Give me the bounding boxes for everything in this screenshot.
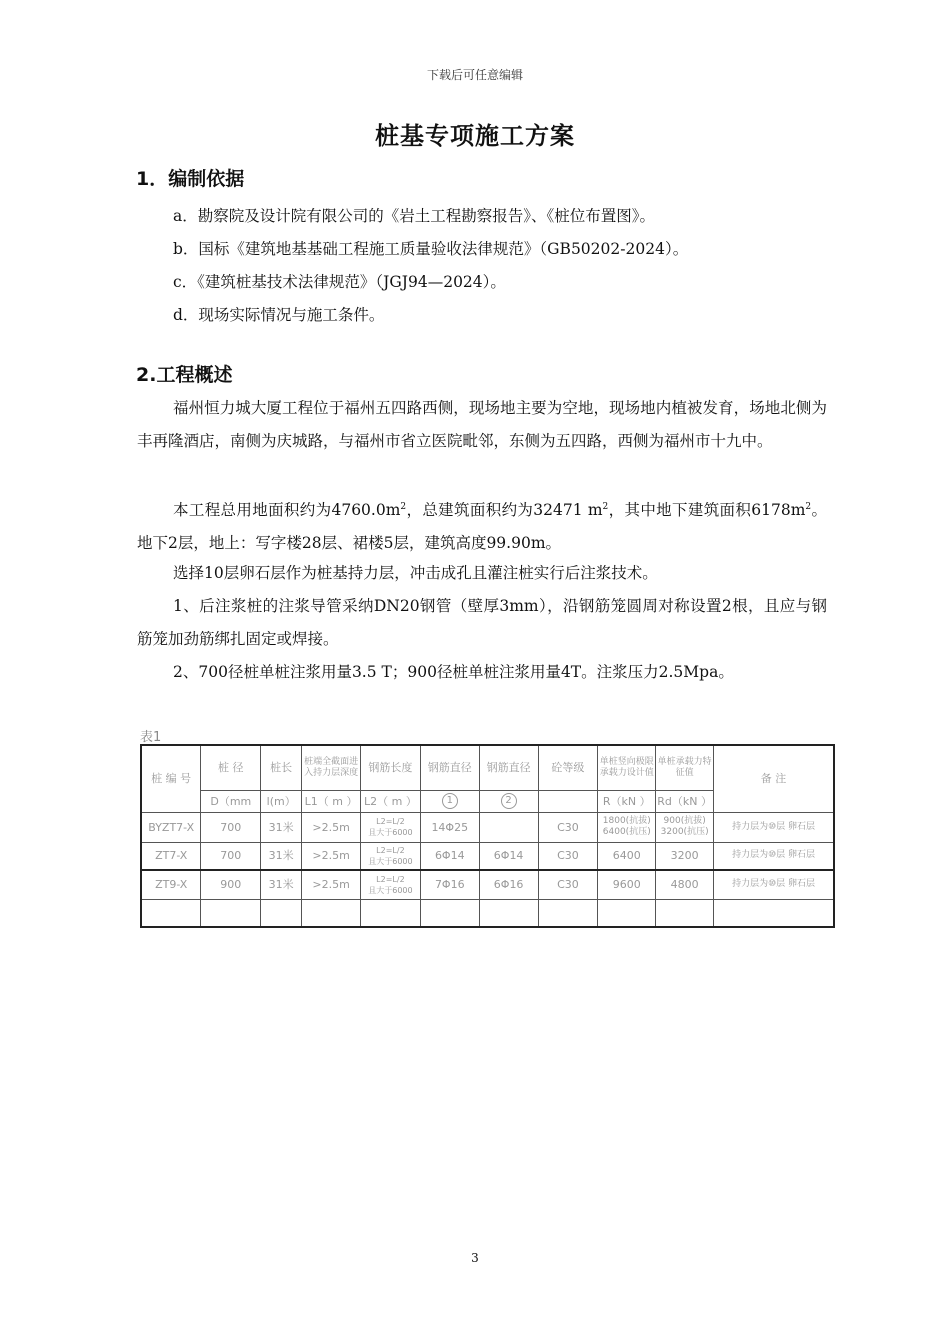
cell-concrete: C30 (538, 870, 598, 899)
header-diameter: 桩 径 (201, 745, 261, 790)
cell-remark: 持力层为⑩层 卵石层 (714, 842, 834, 870)
table-row-empty (141, 899, 834, 927)
cell-diameter: 700 (201, 812, 261, 842)
cell-ultimate: 9600 (598, 870, 656, 899)
cell-diameter: 700 (201, 842, 261, 870)
cell-pile-id: ZT7-X (141, 842, 201, 870)
cell-pile-id: BYZT7-X (141, 812, 201, 842)
pile-table (140, 744, 835, 928)
page-number: 3 (471, 1251, 479, 1265)
rebar-length-formula: L2=L/2 (376, 817, 405, 826)
unit-rebar-1 (420, 790, 479, 812)
overview-paragraph-1: 福州恒力城大厦工程位于福州五四路西侧，现场地主要为空地，现场地内植被发育，场地北侧为丰再隆酒店，南侧为庆城路，与福州市省立医院毗邻，东侧为五四路，西侧为福州市十九中。 (137, 399, 827, 450)
section2-heading: 2.工程概述 (136, 364, 233, 386)
cell-rebar-1: 6Φ14 (420, 842, 479, 870)
page-header: 下载后可任意编辑 (426, 68, 523, 82)
ultimate-uplift: 1800(抗拔) (602, 816, 651, 826)
cell-char (656, 812, 714, 842)
cell-rebar-2: 6Φ16 (479, 870, 538, 899)
char-compression: 3200(抗压) (660, 827, 709, 837)
unit-rebar-2 (479, 790, 538, 812)
header-embed-depth: 桩端全截面进入持力层深度 (302, 745, 361, 790)
header-rebar-length: 钢筋长度 (361, 745, 421, 790)
overview-paragraph-5: 2、700径桩单桩注浆用量3.5 T；900径桩单桩注浆用量4T。注浆压力2.5Mpa。 (173, 663, 734, 681)
cell-char: 3200 (656, 842, 714, 870)
basis-item-d: d．现场实际情况与施工条件。 (173, 306, 385, 324)
empty-cell (538, 899, 598, 927)
cell-rebar-2 (479, 812, 538, 842)
circled-number: 1 (442, 793, 458, 809)
unit-length: l(m） (261, 790, 302, 812)
header-rebar-dia-2: 钢筋直径 (479, 745, 538, 790)
rebar-length-formula: L2=L/2 (376, 874, 405, 884)
cell-length: 31米 (261, 842, 302, 870)
cell-concrete: C30 (538, 812, 598, 842)
cell-rebar-2: 6Φ14 (479, 842, 538, 870)
cell-remark: 持力层为⑩层 卵石层 (714, 812, 834, 842)
rebar-length-formula: L2=L/2 (376, 845, 405, 855)
empty-cell (598, 899, 656, 927)
table-row (141, 812, 834, 842)
empty-cell (361, 899, 421, 927)
basis-item-b: b．国标《建筑地基基础工程施工质量验收法律规范》（GB50202-2024）。 (173, 240, 689, 258)
cell-length: 31米 (261, 870, 302, 899)
rebar-length-note: 且大于6000 (368, 828, 413, 837)
unit-ultimate: R（kN ） (598, 790, 656, 812)
cell-remark: 持力层为⑩层 卵石层 (714, 870, 834, 899)
ultimate-compression: 6400(抗压) (602, 827, 651, 837)
unit-rebar-length: L2（ m ） (361, 790, 421, 812)
header-remark: 备 注 (714, 745, 834, 812)
table-header-row (141, 745, 834, 790)
unit-diameter: D（mm (201, 790, 261, 812)
overview-paragraph-4: 1、后注浆桩的注浆导管采纳DN20钢管（壁厚3mm），沿钢筋笼圆周对称设置2根，且应与钢筋笼加劲筋绑扎固定或焊接。 (137, 597, 827, 648)
cell-char: 4800 (656, 870, 714, 899)
unit-concrete (538, 790, 598, 812)
empty-cell (420, 899, 479, 927)
cell-length: 31米 (261, 812, 302, 842)
table-row (141, 842, 834, 870)
cell-embed: >2.5m (302, 870, 361, 899)
header-char-capacity: 单桩承载力特征值 (656, 745, 714, 790)
cell-embed: >2.5m (302, 812, 361, 842)
basis-item-a: a．勘察院及设计院有限公司的《岩土工程勘察报告》、《桩位布置图》。 (173, 207, 655, 225)
empty-cell (261, 899, 302, 927)
cell-rebar-length (361, 842, 421, 870)
cell-concrete: C30 (538, 842, 598, 870)
header-concrete: 砼等级 (538, 745, 598, 790)
document-title: 桩基专项施工方案 (375, 122, 575, 150)
empty-cell (201, 899, 261, 927)
cell-rebar-length (361, 870, 421, 899)
unit-embed: L1（ m ） (302, 790, 361, 812)
cell-embed: >2.5m (302, 842, 361, 870)
circled-number: 2 (501, 793, 517, 809)
table-row (141, 870, 834, 899)
cell-ultimate: 6400 (598, 842, 656, 870)
cell-rebar-length (361, 812, 421, 842)
rebar-length-note: 且大于6000 (368, 885, 413, 895)
table-caption: 表1 (140, 730, 162, 745)
header-length: 桩长 (261, 745, 302, 790)
cell-diameter: 900 (201, 870, 261, 899)
overview-paragraph-2: 本工程总用地面积约为$4760.0m^2$，总建筑面积约为32471 $m^2$，其中地下建筑面积$6178m^2$。地下2层，地上：写字楼28层、裙楼5层，建筑高度99.90m。 (137, 501, 827, 553)
header-pile-no: 桩 编 号 (141, 745, 201, 812)
unit-char: Rd（kN ） (656, 790, 714, 812)
cell-rebar-1: 7Φ16 (420, 870, 479, 899)
empty-cell (714, 899, 834, 927)
char-uplift: 900(抗拔) (663, 816, 706, 826)
header-ultimate-capacity: 单桩竖向极限承载力设计值 (598, 745, 656, 790)
basis-item-c: c．《建筑桩基技术法律规范》（JGJ94—2024）。 (173, 273, 506, 291)
empty-cell (302, 899, 361, 927)
empty-cell (141, 899, 201, 927)
empty-cell (656, 899, 714, 927)
header-rebar-dia-1: 钢筋直径 (420, 745, 479, 790)
overview-paragraph-3: 选择10层卵石层作为桩基持力层，冲击成孔且灌注桩实行后注浆技术。 (173, 564, 658, 582)
section1-heading: 1．编制依据 (136, 168, 245, 190)
empty-cell (479, 899, 538, 927)
cell-ultimate (598, 812, 656, 842)
cell-pile-id: ZT9-X (141, 870, 201, 899)
rebar-length-note: 且大于6000 (368, 856, 413, 866)
cell-rebar-1: 14Φ25 (420, 812, 479, 842)
